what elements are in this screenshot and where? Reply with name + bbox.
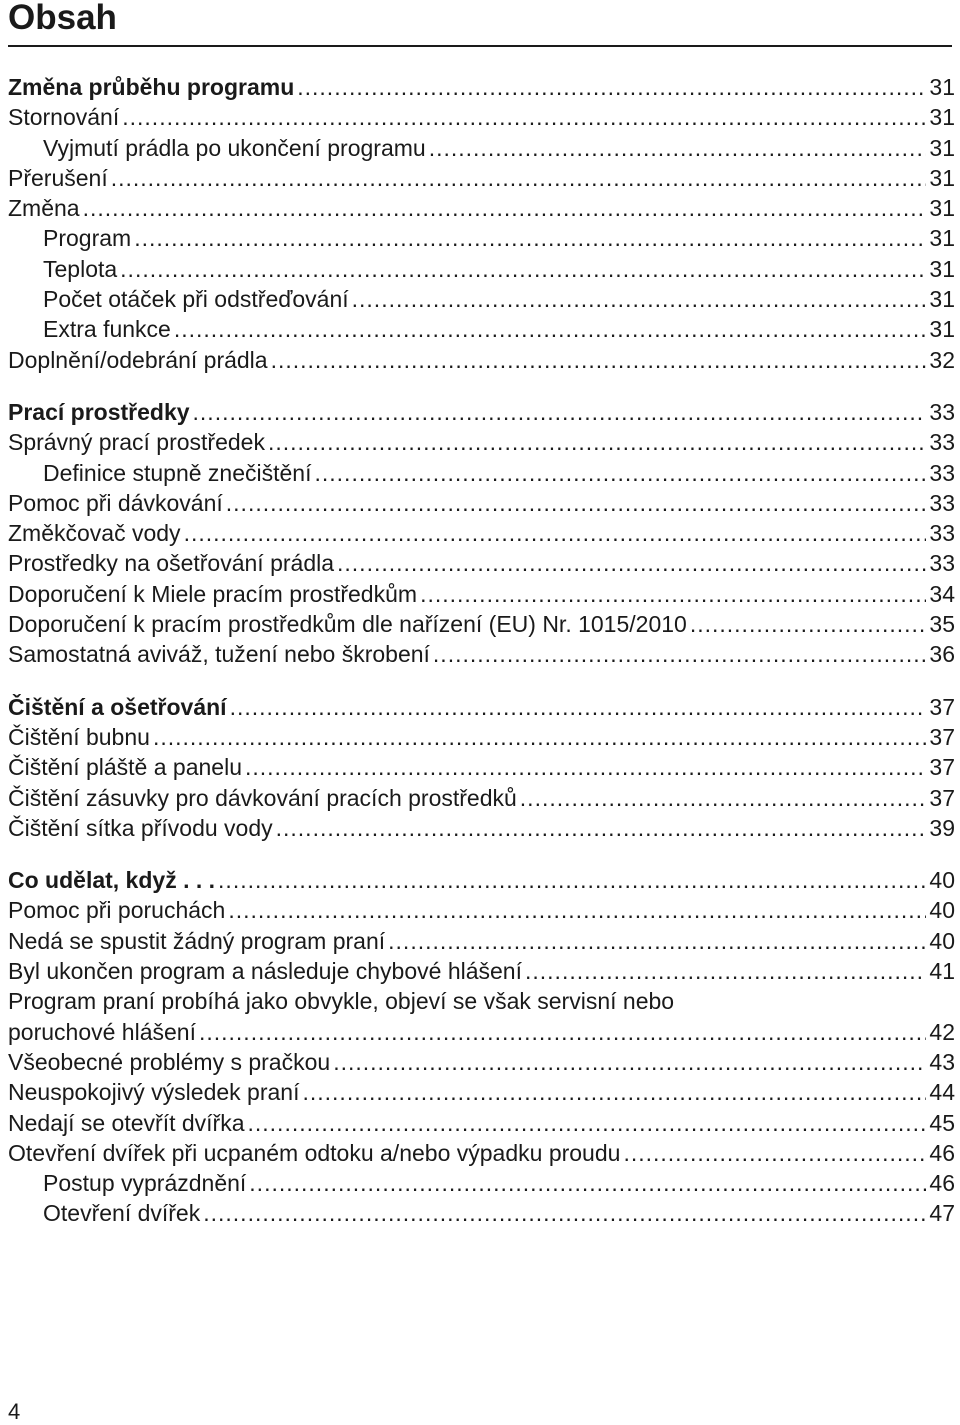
title-rule bbox=[8, 45, 952, 47]
toc-entry-title-line: Program praní probíhá jako obvykle, objeví se však servisní nebo bbox=[8, 988, 675, 1015]
toc-entry-page: 33 bbox=[929, 429, 955, 456]
dot-leader bbox=[297, 72, 926, 102]
toc-entry-title: Extra funkce bbox=[43, 316, 171, 343]
toc-section bbox=[8, 397, 955, 670]
toc-entry[interactable] bbox=[8, 548, 955, 578]
dot-leader bbox=[193, 397, 927, 427]
toc-entry-title: Změkčovač vody bbox=[8, 520, 181, 547]
toc-entry[interactable] bbox=[8, 284, 955, 314]
toc-entry[interactable] bbox=[8, 1198, 955, 1228]
dot-leader bbox=[315, 458, 927, 488]
dot-leader bbox=[184, 518, 927, 548]
toc-entry-title: Byl ukončen program a následuje chybové hlášení bbox=[8, 958, 522, 985]
toc-entry-page: 31 bbox=[929, 104, 955, 131]
toc-entry[interactable] bbox=[8, 345, 955, 375]
toc-entry-title: Nedají se otevřít dvířka bbox=[8, 1109, 245, 1136]
dot-leader bbox=[352, 284, 927, 314]
toc-entry-title: Teplota bbox=[43, 255, 118, 282]
toc-entry-page: 44 bbox=[929, 1079, 955, 1106]
toc-entry[interactable] bbox=[8, 956, 955, 986]
toc-entry-title: Čištění pláště a panelu bbox=[8, 754, 242, 781]
toc-entry[interactable] bbox=[8, 722, 955, 752]
dot-leader bbox=[302, 1077, 926, 1107]
toc-entry[interactable] bbox=[8, 895, 955, 925]
toc-entry-page: 31 bbox=[929, 74, 955, 100]
toc-entry-title: Čištění sítka přívodu vody bbox=[8, 814, 273, 841]
dot-leader bbox=[230, 692, 927, 722]
toc-entry[interactable] bbox=[8, 1108, 955, 1138]
toc-entry-title: Pomoc při dávkování bbox=[8, 489, 223, 516]
toc-entry[interactable] bbox=[8, 254, 955, 284]
toc-entry-page: 31 bbox=[929, 164, 955, 191]
dot-leader bbox=[337, 548, 926, 578]
toc-entry-page: 41 bbox=[929, 958, 955, 985]
table-of-contents bbox=[8, 72, 955, 1251]
toc-entry-title: Správný prací prostředek bbox=[8, 429, 265, 456]
toc-entry-page: 40 bbox=[929, 867, 955, 894]
toc-entry-title: Otevření dvířek při ucpaném odtoku a/nebo výpadku proudu bbox=[8, 1139, 621, 1166]
dot-leader bbox=[199, 1017, 926, 1047]
toc-entry[interactable] bbox=[8, 1077, 955, 1107]
dot-leader bbox=[83, 193, 927, 223]
toc-entry-title: Čištění zásuvky pro dávkování pracích prostředků bbox=[8, 784, 517, 811]
toc-entry-page: 31 bbox=[929, 225, 955, 252]
dot-leader bbox=[120, 254, 926, 284]
toc-entry-title: Doporučení k Miele pracím prostředkům bbox=[8, 580, 418, 607]
toc-entry-page: 39 bbox=[929, 814, 955, 841]
toc-entry[interactable] bbox=[8, 163, 955, 193]
toc-entry-page: 33 bbox=[929, 398, 955, 425]
toc-entry-page: 46 bbox=[929, 1139, 955, 1166]
toc-entry-title: poruchové hlášení bbox=[8, 1018, 196, 1045]
toc-entry-page: 37 bbox=[929, 693, 955, 720]
toc-entry[interactable] bbox=[8, 813, 955, 843]
toc-entry[interactable] bbox=[8, 926, 955, 956]
toc-entry-page: 31 bbox=[929, 255, 955, 282]
toc-entry[interactable] bbox=[8, 1138, 955, 1168]
toc-entry-page: 40 bbox=[929, 927, 955, 954]
toc-entry-page: 31 bbox=[929, 134, 955, 161]
toc-entry-title: Čištění bubnu bbox=[8, 723, 150, 750]
toc-entry[interactable] bbox=[8, 579, 955, 609]
toc-section-heading[interactable] bbox=[8, 692, 955, 722]
toc-entry-title: Prostředky na ošetřování prádla bbox=[8, 550, 335, 577]
dot-leader bbox=[388, 926, 926, 956]
toc-entry-title: Změna průběhu programu bbox=[8, 74, 295, 100]
toc-entry-title: Stornování bbox=[8, 104, 120, 131]
toc-entry[interactable] bbox=[8, 1047, 955, 1077]
toc-entry-title: Definice stupně znečištění bbox=[43, 459, 312, 486]
toc-entry[interactable] bbox=[8, 314, 955, 344]
toc-entry-page: 33 bbox=[929, 459, 955, 486]
dot-leader bbox=[420, 579, 926, 609]
toc-entry-page: 35 bbox=[929, 611, 955, 638]
dot-leader bbox=[333, 1047, 926, 1077]
dot-leader bbox=[122, 102, 926, 132]
toc-entry[interactable] bbox=[8, 639, 955, 669]
toc-entry-title: Změna bbox=[8, 195, 80, 222]
toc-section bbox=[8, 865, 955, 1229]
dot-leader bbox=[134, 223, 926, 253]
dot-leader bbox=[111, 163, 927, 193]
toc-section-heading[interactable] bbox=[8, 865, 955, 895]
toc-entry[interactable] bbox=[8, 102, 955, 132]
toc-entry-title: Co udělat, když . . . bbox=[8, 867, 216, 894]
toc-entry[interactable] bbox=[8, 752, 955, 782]
toc-entry-title: Samostatná aviváž, tužení nebo škrobení bbox=[8, 641, 430, 668]
dot-leader bbox=[218, 865, 926, 895]
dot-leader bbox=[174, 314, 927, 344]
toc-entry-title: Program bbox=[43, 225, 132, 252]
dot-leader bbox=[268, 427, 926, 457]
toc-entry[interactable] bbox=[8, 518, 955, 548]
dot-leader bbox=[153, 722, 926, 752]
page-title: Obsah bbox=[8, 0, 117, 37]
toc-entry-page: 31 bbox=[929, 286, 955, 313]
toc-entry-page: 45 bbox=[929, 1109, 955, 1136]
toc-entry-page: 37 bbox=[929, 723, 955, 750]
toc-entry-page: 46 bbox=[929, 1170, 955, 1197]
toc-entry-title: Doplnění/odebrání prádla bbox=[8, 346, 268, 373]
page-header bbox=[8, 0, 952, 47]
toc-entry-title: Nedá se spustit žádný program praní bbox=[8, 927, 386, 954]
toc-section bbox=[8, 692, 955, 843]
toc-entry[interactable] bbox=[8, 1168, 955, 1198]
toc-entry-title: Čištění a ošetřování bbox=[8, 693, 227, 720]
toc-entry-title: Počet otáček při odstřeďování bbox=[43, 286, 349, 313]
toc-entry-page: 43 bbox=[929, 1048, 955, 1075]
toc-entry[interactable] bbox=[8, 427, 955, 457]
dot-leader bbox=[249, 1168, 926, 1198]
toc-entry[interactable] bbox=[8, 783, 955, 813]
dot-leader bbox=[429, 133, 927, 163]
toc-entry-page: 40 bbox=[929, 897, 955, 924]
toc-entry-page: 33 bbox=[929, 489, 955, 516]
toc-entry-page: 31 bbox=[929, 316, 955, 343]
toc-entry[interactable] bbox=[8, 609, 955, 639]
dot-leader bbox=[276, 813, 927, 843]
toc-entry[interactable] bbox=[8, 488, 955, 518]
toc-entry-page: 34 bbox=[929, 580, 955, 607]
toc-entry-title: Přerušení bbox=[8, 164, 108, 191]
footer-page-number: 4 bbox=[8, 1399, 21, 1424]
dot-leader bbox=[228, 895, 926, 925]
dot-leader bbox=[203, 1198, 926, 1228]
toc-entry-page: 47 bbox=[929, 1200, 955, 1227]
toc-entry-page: 37 bbox=[929, 784, 955, 811]
toc-entry[interactable] bbox=[8, 1017, 955, 1047]
dot-leader bbox=[520, 783, 927, 813]
toc-entry-page: 31 bbox=[929, 195, 955, 222]
dot-leader bbox=[433, 639, 926, 669]
toc-entry[interactable] bbox=[8, 223, 955, 253]
toc-section bbox=[8, 72, 955, 375]
toc-section-heading[interactable] bbox=[8, 397, 955, 427]
dot-leader bbox=[248, 1108, 927, 1138]
toc-entry-title: Pomoc při poruchách bbox=[8, 897, 226, 924]
toc-section-heading[interactable] bbox=[8, 72, 955, 102]
toc-entry-title: Všeobecné problémy s pračkou bbox=[8, 1048, 331, 1075]
toc-entry-page: 33 bbox=[929, 550, 955, 577]
dot-leader bbox=[245, 752, 926, 782]
toc-entry-title: Doporučení k pracím prostředkům dle nařízení (EU) Nr. 1015/2010 bbox=[8, 611, 687, 638]
toc-entry-page: 37 bbox=[929, 754, 955, 781]
toc-entry-page: 33 bbox=[929, 520, 955, 547]
dot-leader bbox=[690, 609, 927, 639]
toc-entry-title: Neuspokojivý výsledek praní bbox=[8, 1079, 300, 1106]
dot-leader bbox=[525, 956, 926, 986]
toc-entry-title: Otevření dvířek bbox=[43, 1200, 201, 1227]
toc-entry-title: Postup vyprázdnění bbox=[43, 1170, 247, 1197]
toc-entry-page: 42 bbox=[929, 1018, 955, 1045]
dot-leader bbox=[271, 345, 927, 375]
toc-entry[interactable] bbox=[8, 458, 955, 488]
toc-entry-page: 32 bbox=[929, 346, 955, 373]
toc-entry-title: Vyjmutí prádla po ukončení programu bbox=[43, 134, 426, 161]
toc-entry-page: 36 bbox=[929, 641, 955, 668]
toc-entry[interactable] bbox=[8, 133, 955, 163]
dot-leader bbox=[623, 1138, 926, 1168]
toc-entry-title: Prací prostředky bbox=[8, 398, 190, 425]
toc-entry[interactable] bbox=[8, 193, 955, 223]
dot-leader bbox=[226, 488, 927, 518]
